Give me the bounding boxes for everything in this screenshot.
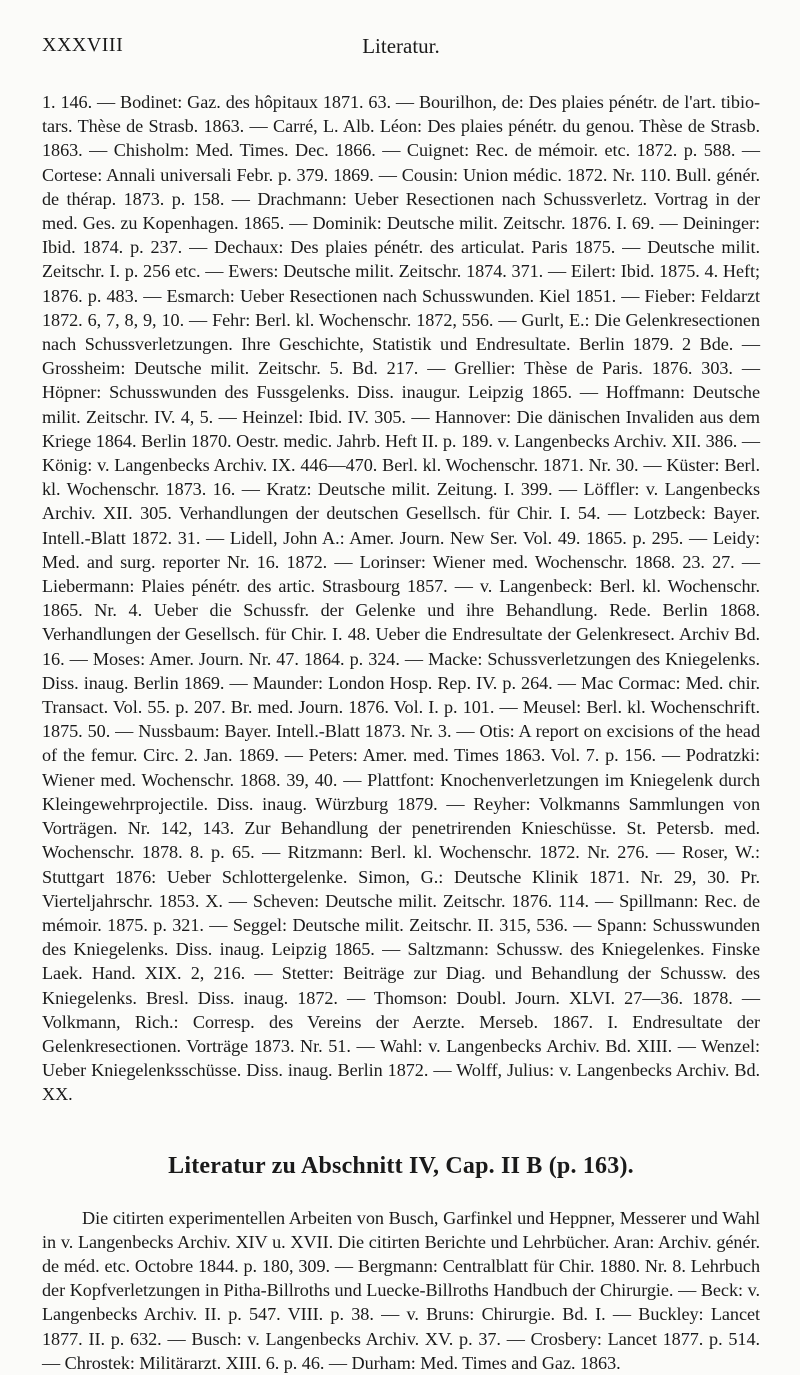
page-number: XXXVIII [42, 34, 124, 56]
running-title: Literatur. [362, 34, 440, 58]
page-header [42, 0, 760, 74]
bibliography-section-2 [42, 1206, 760, 1375]
section-heading: Literatur zu Abschnitt IV, Cap. II B (p. 163). [168, 1152, 634, 1179]
bibliography-paragraph: 1. 146. — Bodinet: Gaz. des hôpitaux 1871. 63. — Bourilhon, de: Des plaies pénétr. de l'art. tibio-tars. Thèse de Strasb. 1863. — Carré, L. Alb. Léon: Des plaies pénétr. du genou. Thèse de Strasb. 1863. — Chisholm: Med. Times. Dec. 1866. — Cuignet: Rec. de mémoir. etc. 1872. p. 588. — Cortese: Annali universali Febr. p. 379. 1869. — Cousin: Union médic. 1872. Nr. 110. Bull. génér. de thérap. 1873. p. 158. — Drachmann: Ueber Resectionen nach Schussverletz. Vortrag in der med. Ges. zu Kopenhagen. 1865. — Dominik: Deutsche milit. Zeitschr. 1876. I. 69. — Deininger: Ibid. 1874. p. 237. — Dechaux: Des plaies pénétr. des articulat. Paris 1875. — Deutsche milit. Zeitschr. I. p. 256 etc. — Ewers: Deutsche milit. Zeitschr. 1874. 371. — Eilert: Ibid. 1875. 4. Heft; 1876. p. 483. — Esmarch: Ueber Resectionen nach Schusswunden. Kiel 1851. — Fieber: Feldarzt 1872. 6, 7, 8, 9, 10. — Fehr: Berl. kl. Wochenschr. 1872, 556. — Gurlt, E.: Die Gelenkresectionen nach Schussverletzungen. Ihre Geschichte, Statistik und Endresultate. Berlin 1879. 2 Bde. — Grossheim: Deutsche milit. Zeitschr. 5. Bd. 217. — Grellier: Thèse de Paris. 1876. 303. — Höpner: Schusswunden des Fussgelenks. Diss. inaugur. Leipzig 1865. — Hoffmann: Deutsche milit. Zeitschr. IV. 4, 5. — Heinzel: Ibid. IV. 305. — Hannover: Die dänischen Invaliden aus dem Kriege 1864. Berlin 1870. Oestr. medic. Jahrb. Heft II. p. 189. v. Langenbecks Archiv. XII. 386. — König: v. Langenbecks Archiv. IX. 446—470. Berl. kl. Wochenschr. 1871. Nr. 30. — Küster: Berl. kl. Wochenschr. 1873. 16. — Kratz: Deutsche milit. Zeitung. I. 399. — Löffler: v. Langenbecks Archiv. XII. 305. Verhandlungen der deutschen Gesellsch. für Chir. I. 54. — Lotzbeck: Bayer. Intell.-Blatt 1872. 31. — Lidell, John A.: Amer. Journ. New Ser. Vol. 49. 1865. p. 295. — Leidy: Med. and surg. reporter Nr. 16. 1872. — Lorinser: Wiener med. Wochenschr. 1868. 23. 27. — Liebermann: Plaies pénétr. des artic. Strasbourg 1857. — v. Langenbeck: Berl. kl. Wochenschr. 1865. Nr. 4. Ueber die Schussfr. der Gelenke und ihre Behandlung. Rede. Berlin 1868. Verhandlungen der Gesellsch. für Chir. I. 48. Ueber die Endresultate der Gelenkresect. Archiv Bd. 16. — Moses: Amer. Journ. Nr. 47. 1864. p. 324. — Macke: Schussverletzungen des Kniegelenks. Diss. inaug. Berlin 1869. — Maunder: London Hosp. Rep. IV. p. 264. — Mac Cormac: Med. chir. Transact. Vol. 55. p. 207. Br. med. Journ. 1876. Vol. I. p. 101. — Meusel: Berl. kl. Wochenschrift. 1875. 50. — Nussbaum: Bayer. Intell.-Blatt 1873. Nr. 3. — Otis: A report on excisions of the head of the femur. Circ. 2. Jan. 1869. — Peters: Amer. med. Times 1863. Vol. 7. p. 156. — Podratzki: Wiener med. Wochenschr. 1868. 39, 40. — Plattfont: Knochenverletzungen im Kniegelenk durch Kleingewehrprojectile. Diss. inaug. Würzburg 1879. — Reyher: Volkmanns Sammlungen von Vorträgen. Nr. 142, 143. Zur Behandlung der penetrirenden Knieschüsse. St. Petersb. med. Wochenschr. 1878. 8. p. 65. — Ritzmann: Berl. kl. Wochenschr. 1872. Nr. 276. — Roser, W.: Stuttgart 1876: Ueber Schlottergelenke. Simon, G.: Deutsche Klinik 1871. Nr. 29, 30. Pr. Vierteljahrschr. 1853. X. — Scheven: Deutsche milit. Zeitschr. 1876. 114. — Spillmann: Rec. de mémoir. 1875. p. 321. — Seggel: Deutsche milit. Zeitschr. II. 315, 536. — Spann: Schusswunden des Kniegelenks. Diss. inaug. Leipzig 1865. — Saltzmann: Schussw. des Kniegelenkes. Finske Laek. Hand. XIX. 2, 216. — Stetter: Beiträge zur Diag. und Behandlung der Schussw. des Kniegelenks. Bresl. Diss. inaug. 1872. — Thomson: Doubl. Journ. XLVI. 27—36. 1878. — Volkmann, Rich.: Corresp. des Vereins der Aerzte. Merseb. 1867. I. Endresultate der Gelenkresectionen. Vorträge 1873. Nr. 51. — Wahl: v. Langenbecks Archiv. Bd. XIII. — Wenzel: Ueber Kniegelenksschüsse. Diss. inaug. Berlin 1872. — Wolff, Julius: v. Langenbecks Archiv. Bd. XX. [42, 92, 760, 1105]
bibliography-paragraph-2: Die citirten experimentellen Arbeiten von Busch, Garfinkel und Heppner, Messerer und Wahl in v. Langenbecks Archiv. XIV u. XVII. Die citirten Berichte und Lehrbücher. Aran: Archiv. génér. de méd. etc. Octobre 1844. p. 180, 309. — Bergmann: Centralblatt für Chir. 1880. Nr. 8. Lehrbuch der Kopfverletzungen in Pitha-Billroths und Luecke-Billroths Handbuch der Chirurgie. — Beck: v. Langenbecks Archiv. II. p. 547. VIII. p. 38. — v. Bruns: Chirurgie. Bd. I. — Buckley: Lancet 1877. II. p. 632. — Busch: v. Langenbecks Archiv. XV. p. 37. — Crosbery: Lancet 1877. p. 514. — Chrostek: Militärarzt. XIII. 6. p. 46. — Durham: Med. Times and Gaz. 1863. [42, 1207, 760, 1373]
bibliography-section-1 [42, 90, 760, 1107]
